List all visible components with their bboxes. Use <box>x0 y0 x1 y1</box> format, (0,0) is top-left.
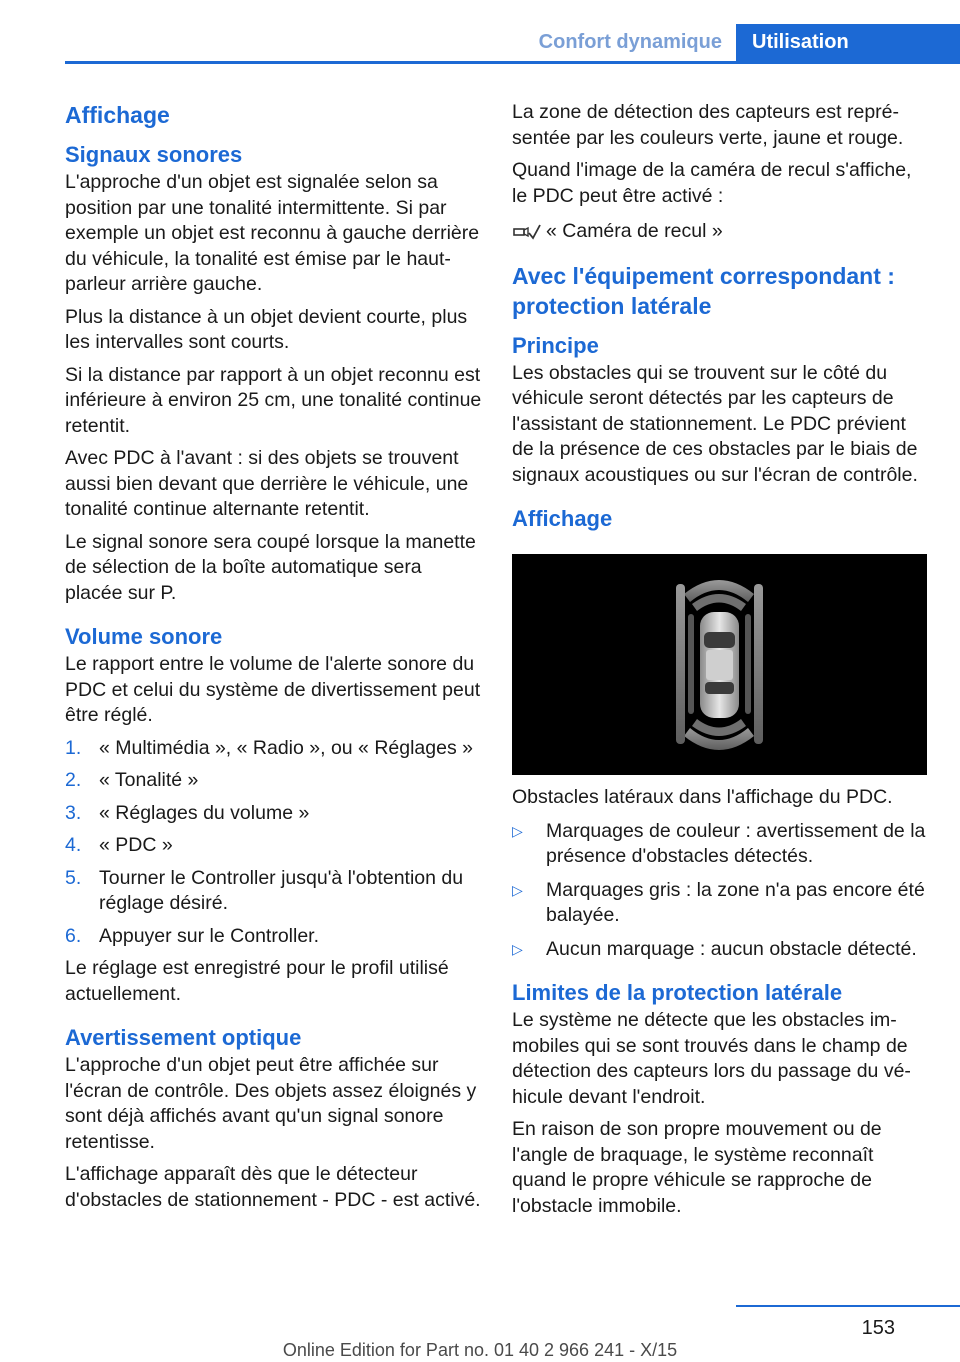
car-roof <box>706 650 733 680</box>
sensor-zone-front-inner <box>692 594 746 611</box>
step-number: 6. <box>65 924 82 947</box>
bullet-text: Marquages gris : la zone n'a pas encore été balayée. <box>546 878 925 926</box>
menu-item-camera: « Caméra de recul » <box>546 220 723 242</box>
bullet-text: Marquages de couleur : avertissement de la présence d'obstacles détectés. <box>546 819 926 867</box>
step-text: « PDC » <box>99 834 173 856</box>
car-windshield <box>704 632 735 648</box>
subheading-avertissement-optique: Avertissement optique <box>65 1025 302 1050</box>
page-header <box>65 24 960 64</box>
steps-list <box>65 736 482 950</box>
edition-note: Online Edition for Part no. 01 40 2 966 241 - X/15 <box>282 1340 678 1360</box>
paragraph: La zone de détection des capteurs est représentée par les couleurs verte, jaune et rouge. <box>512 101 904 149</box>
step-number: 3. <box>65 801 82 824</box>
triangle-bullet-icon: ▷ <box>512 940 523 957</box>
header-rule <box>65 61 960 64</box>
step-number: 4. <box>65 834 82 856</box>
list-item <box>512 819 932 870</box>
step-text: « Tonalité » <box>99 769 199 791</box>
left-column <box>65 100 482 1220</box>
pdc-illustration <box>512 554 927 775</box>
step-number: 2. <box>65 769 82 791</box>
subheading-limites: Limites de la protection latérale <box>512 980 843 1005</box>
camera-icon <box>512 221 542 243</box>
section-title-protection-laterale: Avec l'équipement correspondant : protection latérale <box>512 262 895 319</box>
paragraph: Les obstacles qui se trouvent sur le côté du véhicule seront détectés par les capteurs de l'assistant de stationnement. Le PDC prévient de la présence de ces obstacles par le biais de signaux acoustiques ou sur l'écran de contrôle. <box>512 361 918 486</box>
tab-confort-dynamique[interactable]: Confort dynamique <box>538 31 722 53</box>
list-item <box>65 736 482 762</box>
side-zone-right-inner <box>745 614 751 714</box>
side-zone-right-outer <box>754 584 763 744</box>
paragraph: L'approche d'un objet est signalée selon sa position par une tonalité intermittente. Si par exemple un objet est reconnu à gauche derrière du véhicule, la tonalité est émise par le haut-parleur arrière gauche. <box>65 171 480 295</box>
step-text: Tourner le Controller jusqu'à l'obtention du réglage désiré. <box>99 866 464 914</box>
list-item <box>65 801 482 827</box>
paragraph: Le signal sonore sera coupé lorsque la manette de sélection de la boîte automatique sera placée sur P. <box>65 530 476 604</box>
paragraph: Le système ne détecte que les obstacles immobiles qui se sont trouvés dans le champ de détection des capteurs lors du passage du véhicule devant l'endroit. <box>512 1009 911 1108</box>
paragraph: En raison de son propre mouvement ou de l'angle de braquage, le système reconnaît quand le propre véhicule se rapproche de l'obstacle immobile. <box>512 1118 882 1217</box>
figure-caption: Obstacles latéraux dans l'affichage du PDC. <box>512 786 893 808</box>
subheading-affichage: Affichage <box>512 506 613 531</box>
bullet-text: Aucun marquage : aucun obstacle détecté. <box>546 937 917 960</box>
subheading-principe: Principe <box>512 332 599 358</box>
step-number: 1. <box>65 736 82 759</box>
pdc-display-figure <box>512 554 927 775</box>
right-column <box>512 100 932 1226</box>
list-item <box>65 924 482 950</box>
paragraph: L'affichage apparaît dès que le détecteur d'obstacles de stationnement - PDC - est activé. <box>65 1163 481 1211</box>
triangle-bullet-icon: ▷ <box>512 881 523 898</box>
step-text: « Multimédia », « Radio », ou « Réglages » <box>99 736 473 759</box>
list-item <box>65 866 482 917</box>
paragraph: Plus la distance à un objet devient courte, plus les intervalles sont courts. <box>65 305 468 353</box>
list-item <box>512 878 932 929</box>
subheading-volume-sonore: Volume sonore <box>65 624 223 649</box>
paragraph: Quand l'image de la caméra de recul s'affiche, le PDC peut être activé : <box>512 159 912 207</box>
sensor-zone-rear-inner <box>692 719 746 736</box>
side-zone-left-outer <box>676 584 685 744</box>
step-text: Appuyer sur le Controller. <box>99 924 320 947</box>
list-item <box>512 937 932 963</box>
paragraph: Le rapport entre le volume de l'alerte sonore du PDC et celui du système de divertissement peut être réglé. <box>65 653 481 726</box>
paragraph: Avec PDC à l'avant : si des objets se trouvent aussi bien devant que derrière le véhicule, une tonalité continue alternante retentit. <box>65 447 469 520</box>
bullet-list <box>512 819 932 963</box>
list-item <box>65 768 482 794</box>
paragraph: Si la distance par rapport à un objet reconnu est inférieure à environ 25 cm, une tonalité continue retentit. <box>65 363 482 437</box>
section-title-affichage: Affichage <box>65 102 170 128</box>
step-text: « Réglages du volume » <box>99 801 310 824</box>
subheading-signaux-sonores: Signaux sonores <box>65 142 243 167</box>
page-number: 153 <box>861 1317 895 1339</box>
car-rear-window <box>705 682 734 694</box>
triangle-bullet-icon: ▷ <box>512 822 523 839</box>
footer-rule <box>736 1305 960 1307</box>
tab-utilisation[interactable]: Utilisation <box>736 24 960 61</box>
list-item <box>65 833 482 859</box>
side-zone-left-inner <box>688 614 694 714</box>
paragraph: Le réglage est enregistré pour le profil utilisé actuellement. <box>65 957 449 1005</box>
menu-instruction <box>512 219 932 245</box>
step-number: 5. <box>65 866 82 889</box>
paragraph: L'approche d'un objet peut être affichée sur l'écran de contrôle. Des objets assez éloignés y sont déjà affichés avant qu'un signal sonore retentisse. <box>65 1054 477 1153</box>
